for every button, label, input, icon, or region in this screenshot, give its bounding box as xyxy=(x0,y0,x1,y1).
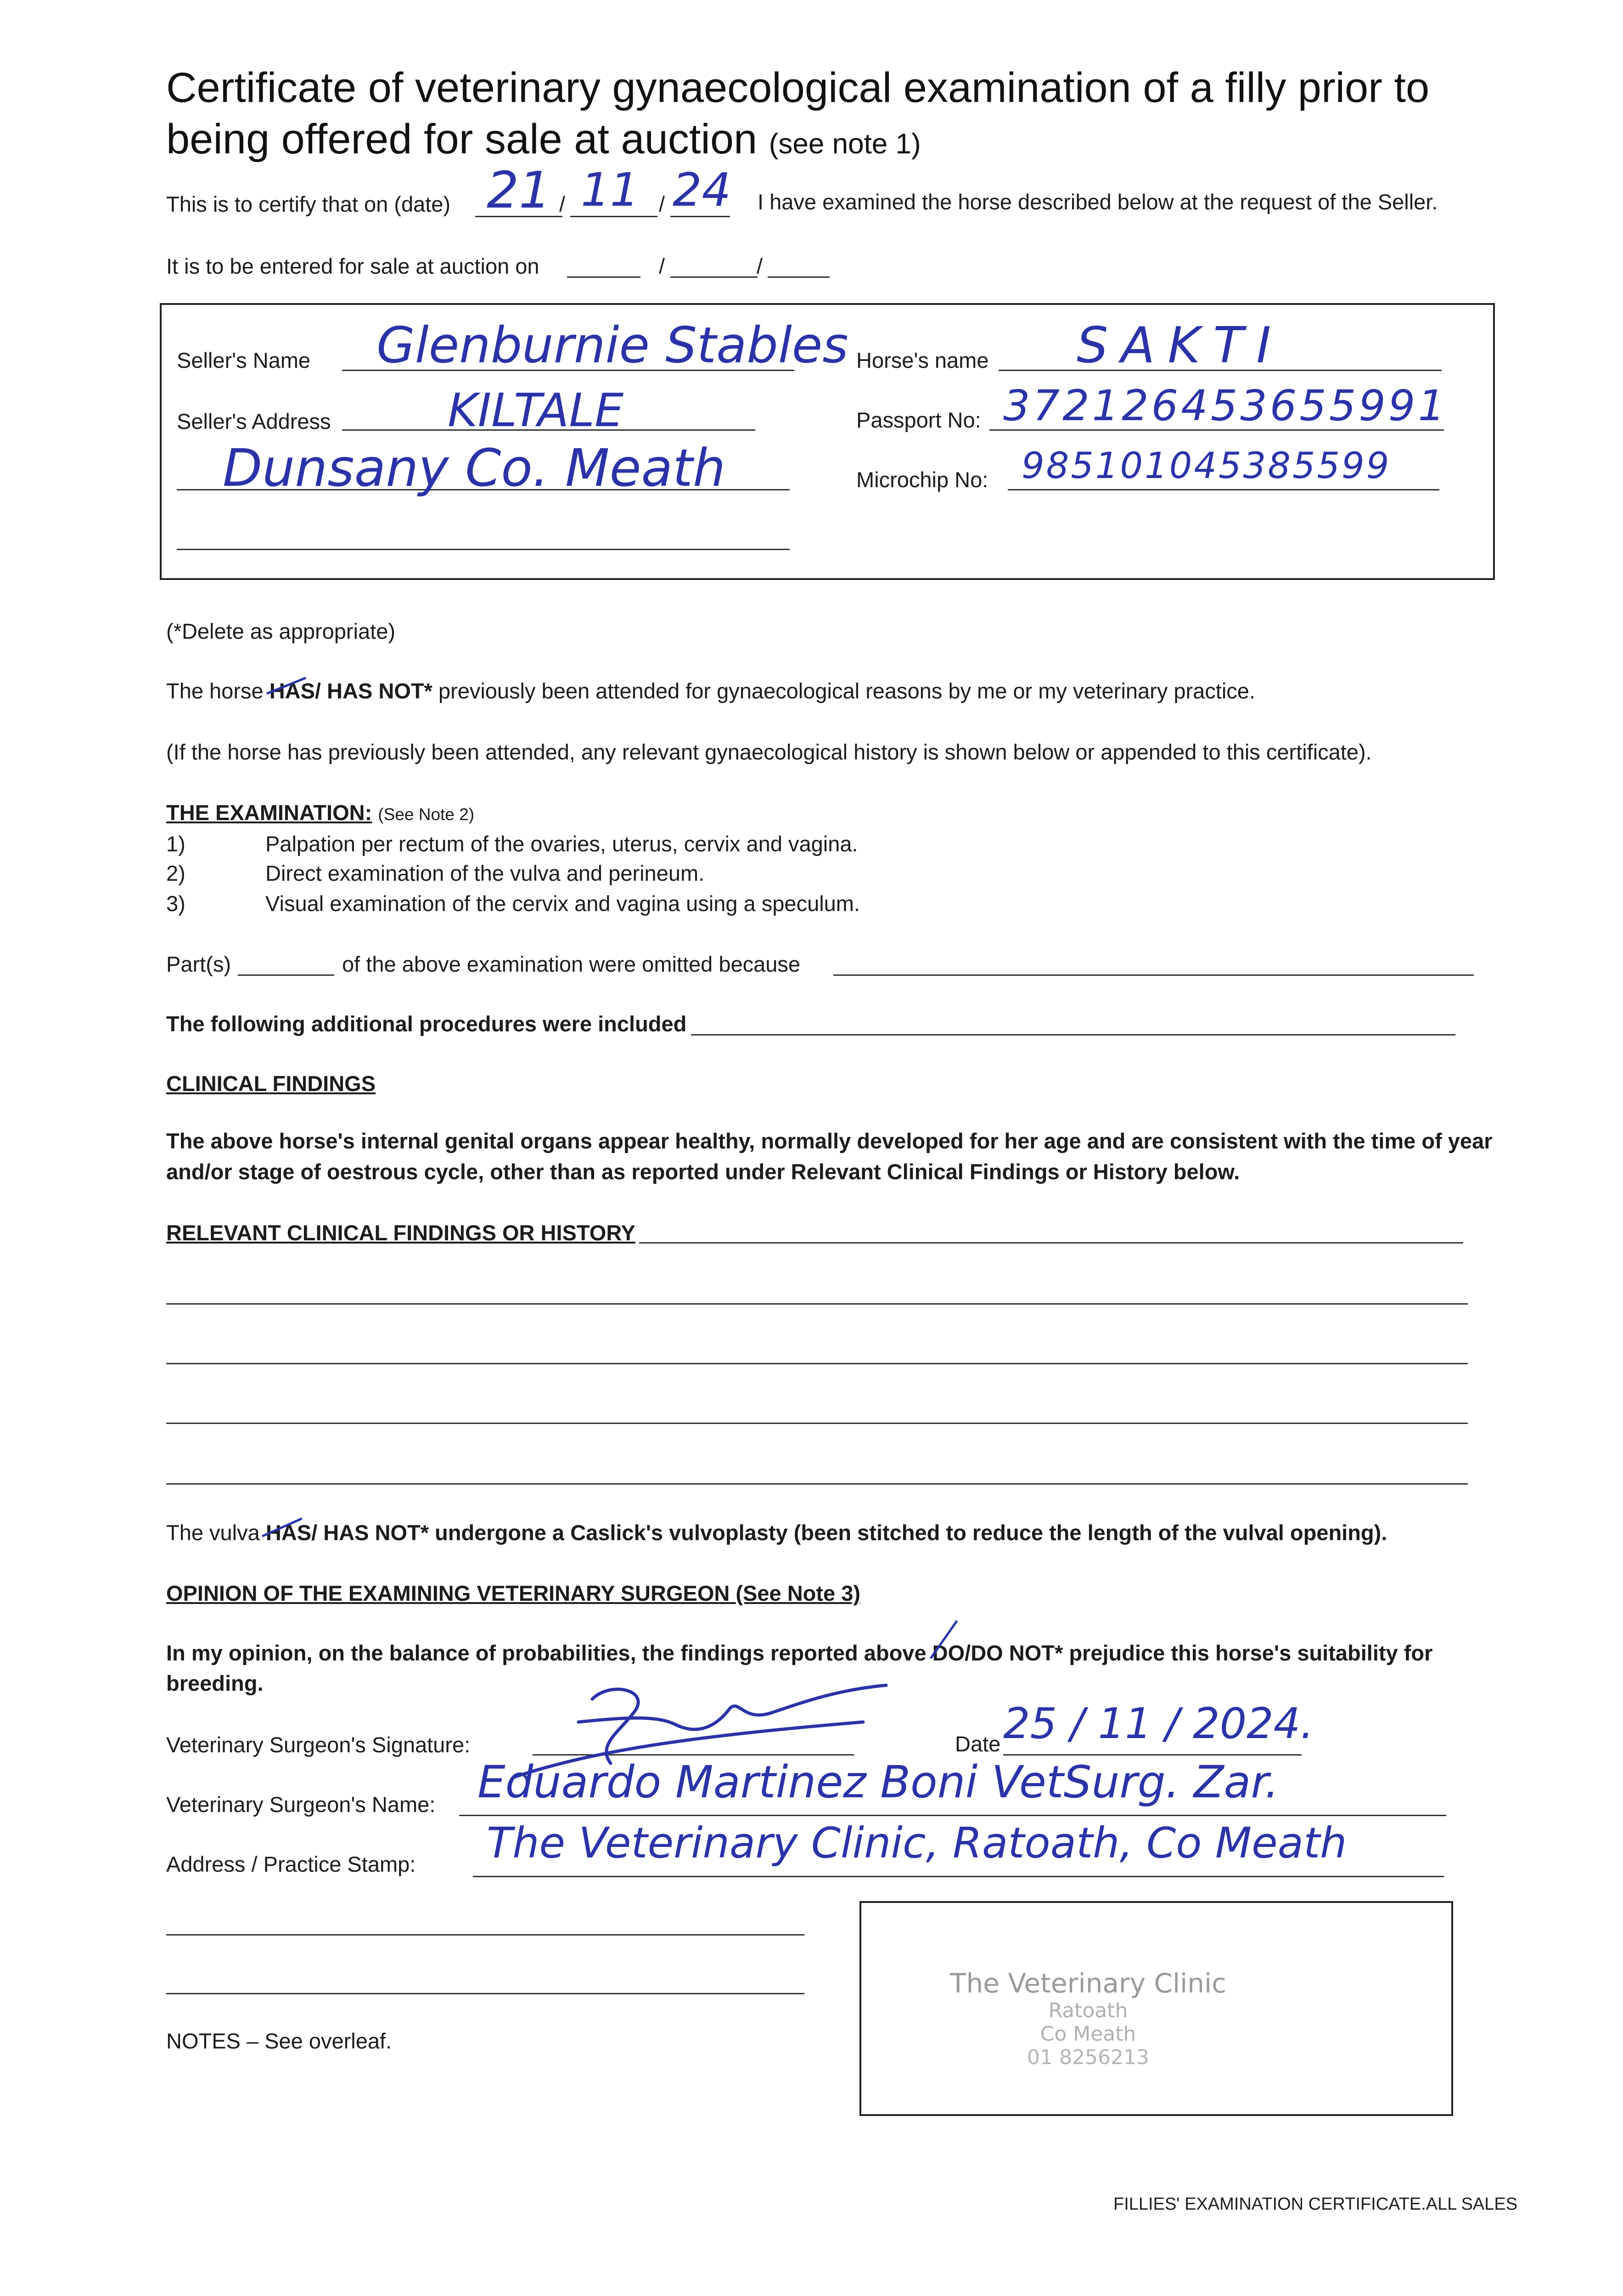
vulva-statement: The vulva HAS / HAS NOT* undergone a Caslick's vulvoplasty (been stitched to reduce the length of the vulval opening). xyxy=(166,1519,1387,1547)
passport-value: 372126453655991 xyxy=(1003,381,1448,430)
horse-name-value: SAKTI xyxy=(1077,317,1284,374)
practice-line xyxy=(473,1876,1444,1877)
extra-address-line-2 xyxy=(166,1993,804,1994)
form-id: FILLIES' EXAMINATION CERTIFICATE.ALL SALES xyxy=(1113,2195,1518,2214)
relevant-line-3 xyxy=(166,1423,1468,1424)
extra-address-line-1 xyxy=(166,1934,804,1936)
practice-label: Address / Practice Stamp: xyxy=(166,1852,416,1876)
horse-name-label: Horse's name xyxy=(856,348,989,372)
auction-year-line xyxy=(768,276,830,278)
sig-date-line xyxy=(1003,1754,1302,1756)
title-text: Certificate of veterinary gynaecological examination of a filly prior to being offered for sale at auction xyxy=(166,64,1430,163)
attended-has: HAS xyxy=(270,679,315,703)
exam-item-2-text: Direct examination of the vulva and perineum. xyxy=(265,861,705,885)
seller-name-value: Glenburnie Stables xyxy=(376,317,848,374)
auction-month-line xyxy=(670,276,758,278)
certify-suffix: I have examined the horse described below at the request of the Seller. xyxy=(758,190,1438,214)
exam-item-3-text: Visual examination of the cervix and vagina using a speculum. xyxy=(265,891,860,916)
date-year-value: 24 xyxy=(673,163,731,217)
seller-address-label: Seller's Address xyxy=(177,409,331,433)
certify-prefix: This is to certify that on (date) xyxy=(166,192,451,216)
omitted-post: of the above examination were omitted because xyxy=(342,952,801,976)
microchip-label: Microchip No: xyxy=(856,467,988,492)
sig-date-value: 25 / 11 / 2024. xyxy=(1003,1699,1314,1748)
date-day-value: 21 xyxy=(487,161,551,219)
relevant-line-1 xyxy=(166,1303,1468,1305)
opinion-text-1: In my opinion, on the balance of probabilities, the findings reported above DO /DO NOT* prejudice this horse's suitability for xyxy=(166,1639,1432,1667)
vet-name-label: Veterinary Surgeon's Name: xyxy=(166,1792,436,1817)
seller-name-label: Seller's Name xyxy=(177,348,311,372)
date-sep-1: / xyxy=(559,192,566,216)
vet-name-line xyxy=(459,1815,1446,1816)
clinical-text-1: The above horse's internal genital organs appear healthy, normally developed for her age and are consistent with the time of year xyxy=(166,1129,1493,1153)
opinion-do: DO xyxy=(932,1641,965,1665)
delete-note: (*Delete as appropriate) xyxy=(166,619,395,643)
clinical-text-2: and/or stage of oestrous cycle, other than as reported under Relevant Clinical Findings or History below. xyxy=(166,1159,1240,1184)
additional-procedures: The following additional procedures were included xyxy=(166,1012,687,1036)
date-sep-2: / xyxy=(659,192,665,216)
notes-overleaf: NOTES – See overleaf. xyxy=(166,2029,392,2053)
seller-address-line-3 xyxy=(177,549,790,550)
attended-statement: The horse HAS / HAS NOT* previously been attended for gynaecological reasons by me or my veterinary practice. xyxy=(166,677,1255,705)
relevant-line-0 xyxy=(639,1242,1463,1244)
additional-line xyxy=(691,1034,1455,1035)
omitted-pre: Part(s) xyxy=(166,952,231,976)
relevant-line-4 xyxy=(166,1483,1468,1485)
practice-stamp: The Veterinary Clinic Ratoath Co Meath 01 8256213 xyxy=(950,1968,1226,2069)
auction-day-line xyxy=(567,276,640,278)
passport-label: Passport No: xyxy=(856,408,981,432)
exam-item-1-text: Palpation per rectum of the ovaries, uterus, cervix and vagina. xyxy=(265,832,858,856)
relevant-line-2 xyxy=(166,1363,1468,1364)
page-title xyxy=(166,62,1544,170)
opinion-heading: OPINION OF THE EXAMINING VETERINARY SURGEON (See Note 3) xyxy=(166,1581,861,1605)
exam-heading: THE EXAMINATION: (See Note 2) xyxy=(166,800,475,825)
vulva-has: HAS xyxy=(266,1520,311,1545)
omitted-reason-line xyxy=(833,974,1474,976)
exam-item-3-num: 3) xyxy=(166,891,185,916)
exam-item-2-num: 2) xyxy=(166,861,185,885)
vet-name-value: Eduardo Martinez Boni VetSurg. Zar. xyxy=(477,1756,1279,1808)
relevant-heading: RELEVANT CLINICAL FINDINGS OR HISTORY xyxy=(166,1221,635,1245)
signature-label: Veterinary Surgeon's Signature: xyxy=(166,1733,471,1757)
omitted-parts-line xyxy=(238,974,334,976)
microchip-line xyxy=(1008,489,1439,490)
date-month-value: 11 xyxy=(581,163,640,217)
title-note: (see note 1) xyxy=(769,128,921,160)
sig-date-label: Date xyxy=(955,1732,1001,1756)
history-note: (If the horse has previously been attended, any relevant gynaecological history is shown below or appended to this certificate). xyxy=(166,740,1372,764)
seller-address-value-2: Dunsany Co. Meath xyxy=(223,439,726,498)
opinion-text-2: breeding. xyxy=(166,1671,264,1695)
clinical-heading: CLINICAL FINDINGS xyxy=(166,1071,376,1096)
seller-address-value-1: KILTALE xyxy=(448,383,624,437)
auction-prefix: It is to be entered for sale at auction on xyxy=(166,254,539,278)
exam-item-1-num: 1) xyxy=(166,832,185,856)
microchip-value: 985101045385599 xyxy=(1022,445,1391,487)
practice-value: The Veterinary Clinic, Ratoath, Co Meath xyxy=(487,1818,1347,1868)
